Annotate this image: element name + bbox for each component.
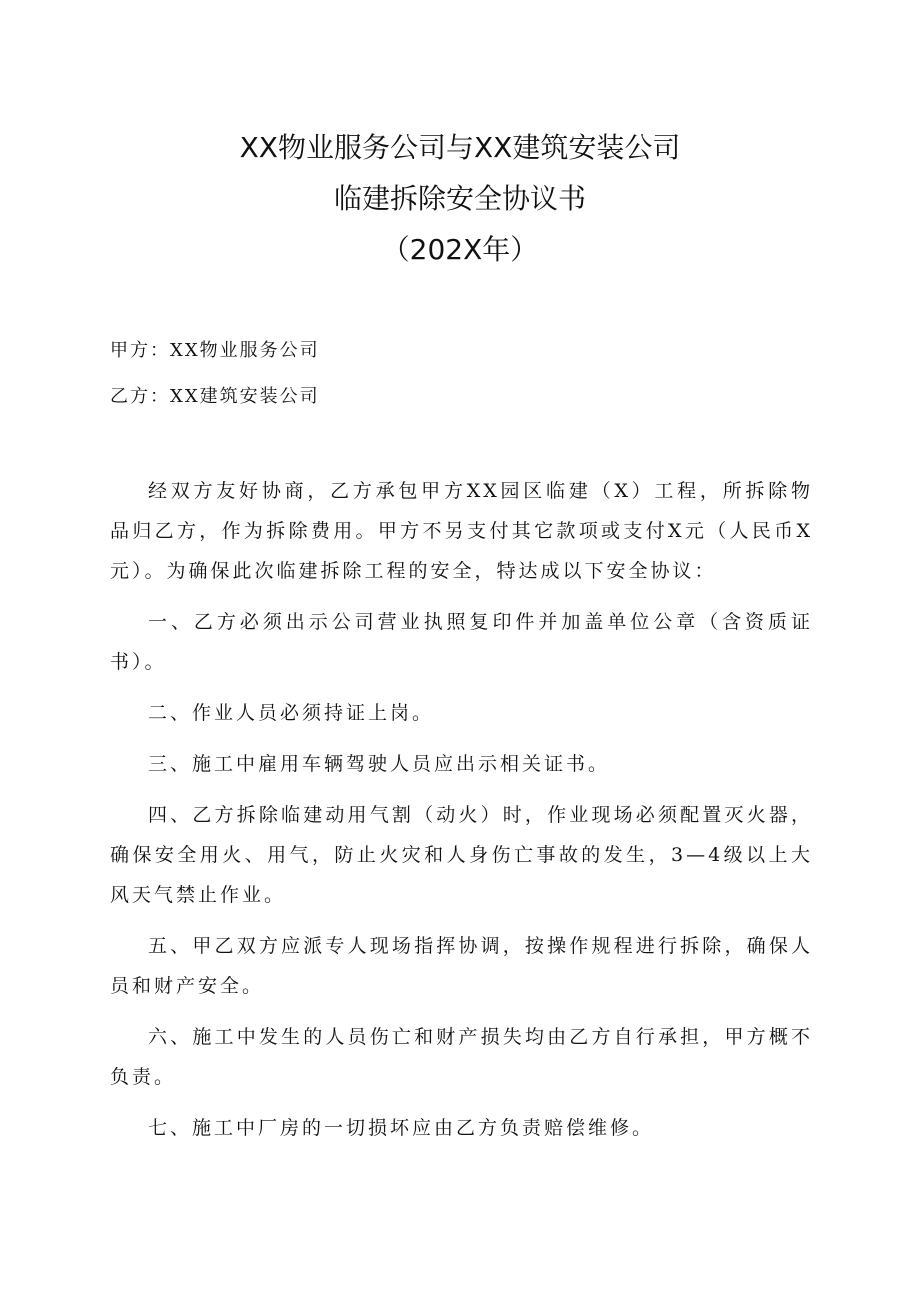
clause-4: 四、乙方拆除临建动用气割（动火）时，作业现场必须配置灭火器，确保安全用火、用气，防止火灾和人身伤亡事故的发生，3—4级以上大风天气禁止作业。 bbox=[110, 804, 813, 906]
title-line-companies: XX物业服务公司与XX建筑安装公司 bbox=[239, 131, 681, 164]
clause-3: 三、施工中雇用车辆驾驶人员应出示相关证书。 bbox=[148, 753, 611, 775]
clause-5: 五、甲乙双方应派专人现场指挥协调，按操作规程进行拆除，确保人员和财产安全。 bbox=[110, 935, 813, 997]
parties-block bbox=[110, 328, 320, 420]
title-line-year: （202X年） bbox=[381, 233, 539, 266]
title-line-agreement: 临建拆除安全协议书 bbox=[333, 182, 586, 215]
paragraph-intro: 经双方友好协商，乙方承包甲方XX园区临建（X）工程，所拆除物品归乙方，作为拆除费用。甲方不另支付其它款项或支付X元（人民币X元）。为确保此次临建拆除工程的安全，特达成以下安全协议： bbox=[110, 480, 813, 582]
party-b: 乙方：XX建筑安装公司 bbox=[110, 386, 320, 407]
party-a: 甲方：XX物业服务公司 bbox=[110, 340, 320, 361]
clause-2: 二、作业人员必须持证上岗。 bbox=[148, 702, 435, 724]
document-title bbox=[0, 122, 920, 275]
clause-1: 一、乙方必须出示公司营业执照复印件并加盖单位公章（含资质证书）。 bbox=[110, 611, 813, 673]
agreement-body bbox=[110, 471, 813, 1159]
clause-6: 六、施工中发生的人员伤亡和财产损失均由乙方自行承担，甲方概不负责。 bbox=[110, 1026, 813, 1088]
clause-7: 七、施工中厂房的一切损坏应由乙方负责赔偿维修。 bbox=[148, 1117, 655, 1139]
